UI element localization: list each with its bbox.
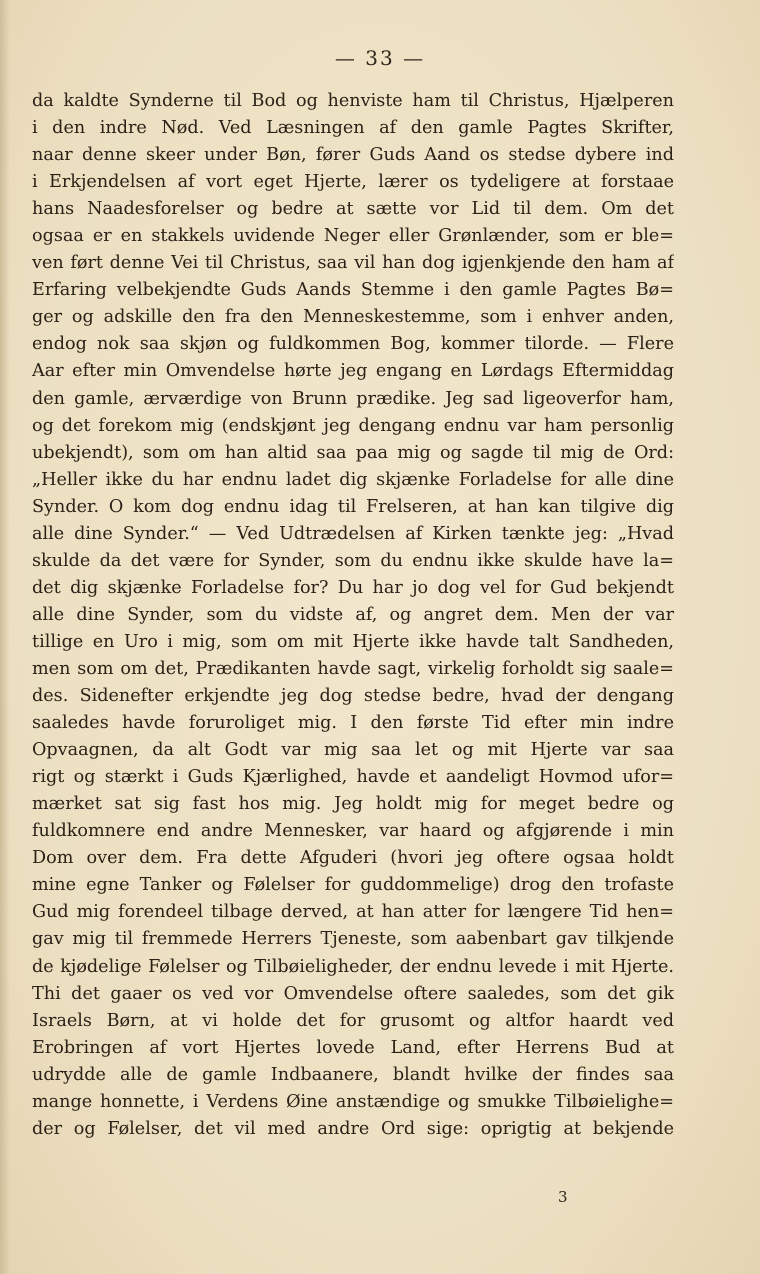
text-line: Thi det gaaer os ved vor Omvendelse oftere saaledes, som det gik [32, 983, 674, 1004]
text-line: Synder. O kom dog endnu idag til Frelseren, at han kan tilgive dig [32, 496, 674, 517]
text-line: fuldkomnere end andre Mennesker, var haard og afgjørende i min [32, 821, 674, 842]
text-line: Erobringen af vort Hjertes lovede Land, efter Herrens Bud at [32, 1037, 674, 1058]
text-line: mange honnette, i Verdens Øine anstændige og smukke Tilbøielighe= [32, 1091, 674, 1112]
text-line: saaledes havde foruroliget mig. I den første Tid efter min indre [32, 713, 674, 734]
text-line: i Erkjendelsen af vort eget Hjerte, lærer os tydeligere at forstaae [32, 172, 674, 193]
text-line: „Heller ikke du har endnu ladet dig skjænke Forladelse for alle dine [32, 469, 674, 490]
text-line: tillige en Uro i mig, som om mit Hjerte ikke havde talt Sandheden, [32, 631, 674, 652]
text-line: Dom over dem. Fra dette Afguderi (hvori jeg oftere ogsaa holdt [32, 848, 674, 869]
text-line: ven ført denne Vei til Christus, saa vil han dog igjenkjende den ham af [32, 253, 674, 274]
text-line: i den indre Nød. Ved Læsningen af den gamle Pagtes Skrifter, [32, 118, 674, 139]
text-line: endog nok saa skjøn og fuldkommen Bog, kommer tilorde. — Flere [32, 334, 674, 355]
text-line: mine egne Tanker og Følelser for guddommelige) drog den trofaste [32, 875, 674, 896]
text-line: Erfaring velbekjendte Guds Aands Stemme i den gamle Pagtes Bø= [32, 280, 674, 301]
text-line: da kaldte Synderne til Bod og henviste ham til Christus, Hjælperen [32, 91, 674, 111]
text-line: den gamle, ærværdige von Brunn prædike. Jeg sad ligeoverfor ham, [32, 388, 674, 409]
text-line: Aar efter min Omvendelse hørte jeg engang en Lørdags Eftermiddag [32, 361, 674, 382]
text-line: hans Naadesforelser og bedre at sætte vor Lid til dem. Om det [32, 199, 674, 220]
page-binding-edge [0, 0, 10, 1274]
text-line: alle dine Synder.“ — Ved Udtrædelsen af Kirken tænkte jeg: „Hvad [32, 523, 674, 544]
text-line: gav mig til fremmede Herrers Tjeneste, som aabenbart gav tilkjende [32, 929, 674, 950]
text-line: naar denne skeer under Bøn, fører Guds Aand os stedse dybere ind [32, 145, 674, 166]
text-line: og det forekom mig (endskjønt jeg dengang endnu var ham personlig [32, 415, 674, 436]
page-number: — 33 — [334, 46, 426, 70]
text-line: mærket sat sig fast hos mig. Jeg holdt mig for meget bedre og [32, 794, 674, 815]
text-line: ubekjendt), som om han altid saa paa mig og sagde til mig de Ord: [32, 442, 674, 463]
text-line: det dig skjænke Forladelse for? Du har jo dog vel for Gud bekjendt [32, 577, 674, 598]
text-line: Israels Børn, at vi holde det for grusomt og altfor haardt ved [32, 1010, 674, 1031]
text-line: udrydde alle de gamle Indbaanere, blandt hvilke der findes saa [32, 1064, 674, 1085]
text-line: skulde da det være for Synder, som du endnu ikke skulde have la= [32, 550, 674, 571]
signature-mark: 3 [558, 1188, 568, 1206]
text-line: ger og adskille den fra den Menneskestemme, som i enhver anden, [32, 307, 674, 328]
text-line: rigt og stærkt i Guds Kjærlighed, havde et aandeligt Hovmod ufor= [32, 767, 674, 788]
text-line: alle dine Synder, som du vidste af, og angret dem. Men der var [32, 604, 674, 625]
body-text [32, 88, 674, 1143]
text-line: Gud mig forendeel tilbage derved, at han atter for længere Tid hen= [32, 902, 674, 923]
text-line: der og Følelser, det vil med andre Ord sige: oprigtig at bekjende [32, 1118, 674, 1139]
text-line: men som om det, Prædikanten havde sagt, virkelig forholdt sig saale= [32, 658, 674, 679]
text-line: ogsaa er en stakkels uvidende Neger eller Grønlænder, som er ble= [32, 226, 674, 247]
text-line: des. Sidenefter erkjendte jeg dog stedse bedre, hvad der dengang [32, 686, 674, 707]
text-line: Opvaagnen, da alt Godt var mig saa let og mit Hjerte var saa [32, 740, 674, 761]
text-line: de kjødelige Følelser og Tilbøieligheder, der endnu levede i mit Hjerte. [32, 956, 674, 977]
